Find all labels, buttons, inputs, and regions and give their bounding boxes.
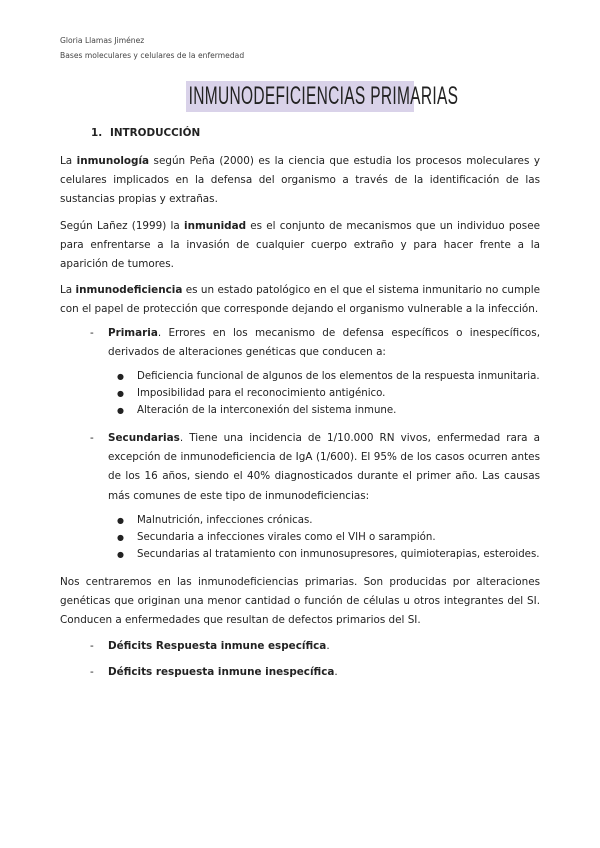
paragraph-primarias: Nos centraremos en las inmunodeficiencias primarias. Son producidas por alteraciones genéticas que originan una menor cantidad o función de células u otros integrantes del SI. Conducen a enfermedades que resultan de defectos primarios del SI. <box>60 575 540 627</box>
paragraph-inmunidad <box>60 217 540 275</box>
text: . <box>334 665 338 678</box>
text: Deficiencia funcional de algunos de los elementos de la respuesta inmunitaria. <box>137 371 540 383</box>
section-heading <box>91 125 540 141</box>
bold-term: inmunidad <box>184 219 247 232</box>
title-text: INMUNODEFICIENCIAS PRIMARIAS <box>188 82 459 110</box>
section-title: INTRODUCCIÓN <box>110 127 201 139</box>
paragraph-inmunologia <box>60 152 540 210</box>
text: . Tiene una incidencia de 1/10.000 RN vivos, enfermedad rara a excepción de inmunodeficiencia de IgA (1/600). El 95% de los casos ocurren antes de los 16 años, siendo el 40% diagnosticados durante el primer año. Las causas más comunes de este tipo de inmunodeficiencias: <box>108 432 540 502</box>
list-item <box>60 368 540 385</box>
section-number: 1. <box>91 127 103 139</box>
list-item-deficit-especifica <box>60 637 540 656</box>
bullet-icon: ● <box>117 406 124 416</box>
text: es un estado patológico en el que el sistema inmunitario no cumple con el papel de protección que corresponde dejando el organismo vulnerable a la infección. <box>60 284 540 316</box>
bullet-icon: ● <box>117 532 124 542</box>
list-item <box>60 385 540 402</box>
bullet-icon: ● <box>117 515 124 525</box>
text: Secundarias al tratamiento con inmunosupresores, quimioterapias, esteroides. <box>137 548 540 560</box>
list-item-secundarias <box>60 429 540 506</box>
text: Secundaria a infecciones virales como el VIH o sarampión. <box>137 531 436 543</box>
bold-term: Secundarias <box>108 432 180 445</box>
title-highlight <box>186 81 459 112</box>
secundarias-bullets <box>60 512 540 563</box>
text: es el conjunto de mecanismos que un individuo posee para enfrentarse a la invasión de cualquier cuerpo extraño y para hacer frente a la aparición de tumores. <box>60 219 540 271</box>
text: Alteración de la interconexión del sistema inmune. <box>137 405 397 417</box>
text: Imposibilidad para el reconocimiento antigénico. <box>137 388 386 400</box>
dash-marker: - <box>90 640 94 653</box>
bold-term: inmunodeficiencia <box>75 284 183 297</box>
primaria-bullets <box>60 368 540 419</box>
bold-term: Primaria <box>108 326 158 339</box>
header-author: Gloria Llamas Jiménez <box>60 36 145 45</box>
text: Según Lañez (1999) la <box>60 219 185 232</box>
list-item-primaria <box>60 324 540 362</box>
text: La <box>60 155 77 167</box>
text: . <box>326 640 330 653</box>
list-item <box>60 402 540 419</box>
dash-marker: - <box>90 326 94 339</box>
bold-term: Déficits respuesta inmune inespecífica <box>108 665 335 678</box>
list-item <box>60 512 540 529</box>
text: . Errores en los mecanismo de defensa específicos o inespecíficos, derivados de alteraciones genéticas que conducen a: <box>108 326 540 358</box>
dash-marker: - <box>90 665 94 678</box>
text: La <box>60 284 76 297</box>
text: Malnutrición, infecciones crónicas. <box>137 514 313 526</box>
list-item-deficit-inespecifica <box>60 663 540 682</box>
bullet-icon: ● <box>117 372 124 382</box>
bullet-icon: ● <box>117 549 124 559</box>
bold-term: Déficits Respuesta inmune específica <box>108 640 327 653</box>
list-item <box>60 546 540 563</box>
bold-term: inmunología <box>76 155 150 167</box>
text: según Peña (2000) es la ciencia que estudia los procesos moleculares y celulares implicados en la defensa del organismo a través de la identificación de las sustancias propias y extrañas. <box>60 155 540 206</box>
paragraph-inmunodeficiencia <box>60 281 540 319</box>
dash-marker: - <box>90 432 94 445</box>
list-item <box>60 529 540 546</box>
bullet-icon: ● <box>117 389 124 399</box>
document-body <box>60 125 540 688</box>
document-title <box>0 81 600 112</box>
header-subject: Bases moleculares y celulares de la enfermedad <box>60 51 245 60</box>
